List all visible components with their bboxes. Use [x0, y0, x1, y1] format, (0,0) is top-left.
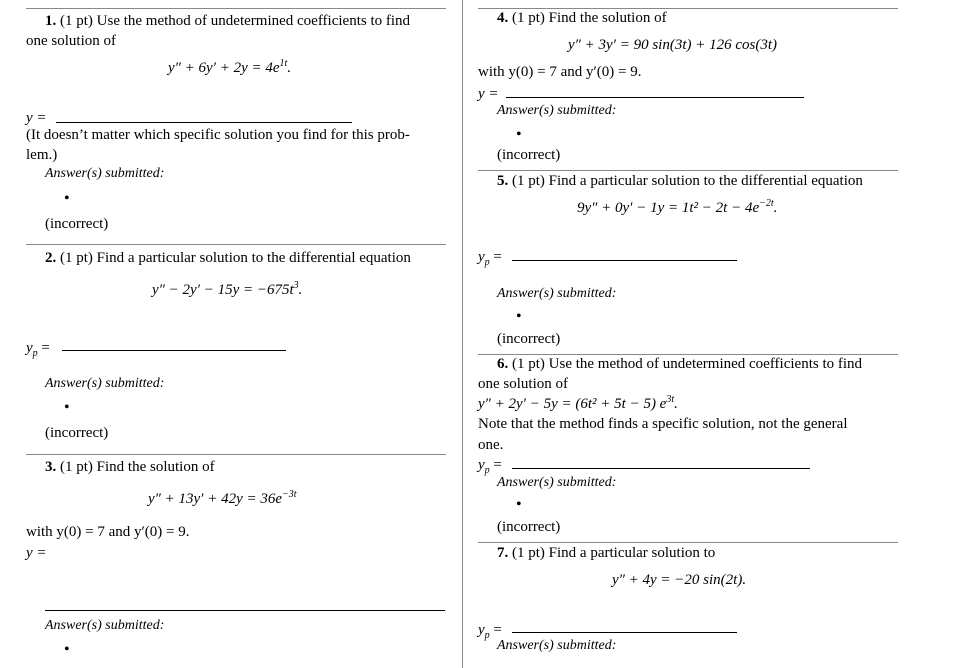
- problem-7-answer-field[interactable]: [512, 632, 737, 633]
- problem-3-answer-field[interactable]: [45, 610, 445, 611]
- problem-1-note-line2: lem.): [26, 147, 58, 163]
- problem-prompt: (1 pt) Find a particular solution to the differential equation: [512, 173, 863, 189]
- problem-5-answer-label: $y_p$ =: [478, 249, 502, 268]
- problem-number: 5.: [497, 173, 509, 189]
- problem-6-status: (incorrect): [497, 519, 561, 535]
- problem-2-bullet: •: [64, 399, 70, 416]
- problem-7-equation: y″ + 4y = −20 sin(2t).: [612, 572, 747, 588]
- problem-2-equation: $y'' - 2y' - 15y = -675t^3$.: [152, 280, 303, 298]
- problem-1-submitted-label: Answer(s) submitted:: [45, 166, 165, 181]
- problem-5-bullet: •: [516, 308, 522, 325]
- problem-prompt: (1 pt) Find a particular solution to the differential equation: [60, 250, 411, 266]
- section-divider: [478, 170, 898, 171]
- problem-4-status: (incorrect): [497, 147, 561, 163]
- problem-2-status: (incorrect): [45, 425, 109, 441]
- problem-3-header: [45, 459, 215, 476]
- problem-prompt: (1 pt) Use the method of undetermined coefficients to find: [60, 13, 411, 29]
- section-divider: [478, 542, 898, 543]
- problem-5-equation: $9y'' + 0y' - 1y = 1t^2 - 2t - 4e^{-2t}$.: [577, 198, 778, 216]
- problem-3-submitted-label: Answer(s) submitted:: [45, 618, 165, 633]
- problem-1-answer-label: y =: [26, 110, 47, 126]
- problem-3-conditions: with y(0) = 7 and y′(0) = 9.: [26, 524, 190, 540]
- column-divider: [462, 0, 463, 668]
- problem-2-answer-field[interactable]: [62, 350, 286, 351]
- problem-6-answer-label: $y_p$ =: [478, 457, 502, 476]
- problem-6-note-line2: one.: [478, 437, 504, 453]
- problem-1-equation: $y'' + 6y' + 2y = 4e^{1t}$.: [168, 58, 292, 76]
- section-divider: [26, 454, 446, 455]
- problem-1-prompt-line2: one solution of: [26, 33, 116, 49]
- problem-5-submitted-label: Answer(s) submitted:: [497, 286, 617, 301]
- problem-4-conditions: with y(0) = 7 and y′(0) = 9.: [478, 64, 642, 80]
- problem-4-equation: y″ + 3y′ = 90 sin(3t) + 126 cos(3t): [568, 37, 778, 53]
- problem-7-answer-label: $y_p$ =: [478, 622, 502, 641]
- problem-4-header: [497, 10, 667, 27]
- problem-6-header: [497, 356, 862, 373]
- problem-number: 7.: [497, 545, 509, 561]
- section-divider: [478, 8, 898, 9]
- problem-2-answer-label: $y_p$ =: [26, 340, 50, 359]
- problem-7-header: [497, 545, 715, 562]
- problem-6-prompt-line2: one solution of: [478, 376, 568, 392]
- problem-3-bullet: •: [64, 641, 70, 658]
- problem-number: 2.: [45, 250, 57, 266]
- problem-4-answer-field[interactable]: [506, 97, 804, 98]
- problem-1-answer-field[interactable]: [56, 122, 352, 123]
- problem-6-bullet: •: [516, 496, 522, 513]
- section-divider: [26, 8, 446, 9]
- problem-prompt: (1 pt) Find a particular solution to: [512, 545, 716, 561]
- problem-7-submitted-label: Answer(s) submitted:: [497, 638, 617, 653]
- problem-5-status: (incorrect): [497, 331, 561, 347]
- problem-number: 6.: [497, 356, 509, 372]
- problem-1-note-line1: (It doesn’t matter which specific solution you find for this prob-: [26, 127, 410, 143]
- problem-number: 4.: [497, 10, 509, 26]
- problem-4-answer-label: y =: [478, 86, 499, 102]
- problem-4-bullet: •: [516, 126, 522, 143]
- problem-1-header: [45, 13, 410, 30]
- problem-5-header: [497, 173, 863, 190]
- problem-3-equation: $y'' + 13y' + 42y = 36e^{-3t}$: [148, 489, 297, 507]
- problem-3-answer-label: y =: [26, 545, 47, 561]
- problem-number: 1.: [45, 13, 57, 29]
- problem-6-answer-field[interactable]: [512, 468, 810, 469]
- problem-2-submitted-label: Answer(s) submitted:: [45, 376, 165, 391]
- problem-prompt: (1 pt) Find the solution of: [512, 10, 667, 26]
- problem-6-submitted-label: Answer(s) submitted:: [497, 475, 617, 490]
- problem-4-submitted-label: Answer(s) submitted:: [497, 103, 617, 118]
- problem-2-header: [45, 250, 411, 267]
- problem-6-equation: y″ + 2y′ − 5y = (6t² + 5t − 5) $e^{3t}$.: [478, 394, 678, 412]
- problem-number: 3.: [45, 459, 57, 475]
- problem-prompt: (1 pt) Find the solution of: [60, 459, 215, 475]
- problem-6-note-line1: Note that the method finds a specific solution, not the general: [478, 416, 848, 432]
- problem-prompt: (1 pt) Use the method of undetermined coefficients to find: [512, 356, 863, 372]
- problem-1-bullet: •: [64, 190, 70, 207]
- section-divider: [26, 244, 446, 245]
- problem-5-answer-field[interactable]: [512, 260, 737, 261]
- section-divider: [478, 354, 898, 355]
- problem-1-status: (incorrect): [45, 216, 109, 232]
